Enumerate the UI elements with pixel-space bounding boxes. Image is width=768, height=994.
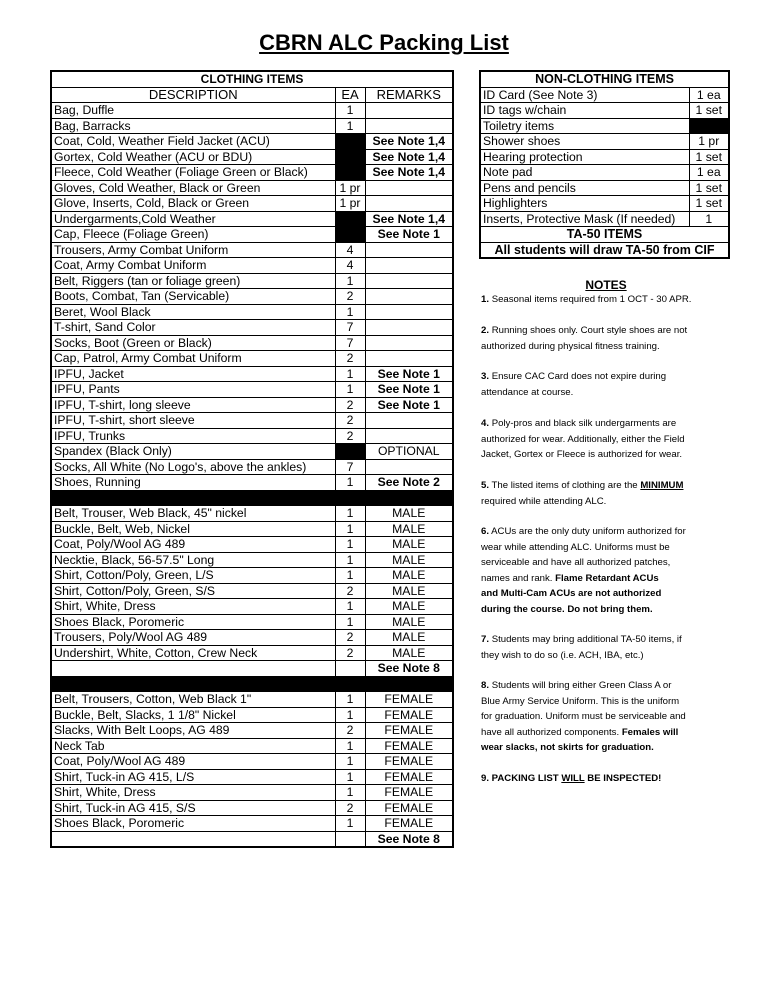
table-row [480,196,729,212]
note-text: Ensure CAC Card does not expire during [491,371,667,382]
section-divider [51,490,453,506]
table-row [51,614,453,630]
note-number: 5. [481,480,490,491]
item-remarks [365,289,453,305]
item-quantity [689,118,729,134]
item-description: Necktie, Black, 56-57.5" Long [51,552,335,568]
item-quantity: 1 ea [689,87,729,103]
item-remarks [365,180,453,196]
table-row [51,769,453,785]
note-8 [481,678,731,756]
item-description [51,661,335,677]
table-row [51,444,453,460]
item-description: Boots, Combat, Tan (Servicable) [51,289,335,305]
item-description: Shirt, Cotton/Poly, Green, S/S [51,583,335,599]
item-description: ID tags w/chain [480,103,689,119]
item-description: Spandex (Black Only) [51,444,335,460]
table-row [51,754,453,770]
item-description: IPFU, Trunks [51,428,335,444]
item-remarks [365,242,453,258]
item-remarks: See Note 1 [365,227,453,243]
item-remarks [365,273,453,289]
item-quantity: 1 set [689,180,729,196]
table-row [51,521,453,537]
table-row [51,227,453,243]
item-quantity: 1 [335,552,365,568]
column-header-row [51,87,453,103]
item-remarks [365,196,453,212]
item-description: Trousers, Army Combat Uniform [51,242,335,258]
ta50-note-row [480,242,729,258]
item-quantity: 2 [335,800,365,816]
table-row [51,800,453,816]
item-remarks: MALE [365,552,453,568]
table-row [51,583,453,599]
table-row [480,211,729,227]
table-row [51,258,453,274]
table-row [51,397,453,413]
item-description: Hearing protection [480,149,689,165]
item-remarks: FEMALE [365,769,453,785]
item-description: IPFU, Jacket [51,366,335,382]
note-emphasis: during the course. Do not bring them. [481,603,653,615]
clothing-items-header: CLOTHING ITEMS [51,71,453,87]
note-text: Students will bring either Green Class A or [491,680,672,691]
item-description: Inserts, Protective Mask (If needed) [480,211,689,227]
item-description: Neck Tab [51,738,335,754]
table-row [51,366,453,382]
item-description: Beret, Wool Black [51,304,335,320]
item-description: Coat, Army Combat Uniform [51,258,335,274]
item-quantity: 1 [335,769,365,785]
table-row [51,351,453,367]
item-quantity: 1 [335,738,365,754]
page-title: CBRN ALC Packing List [259,30,509,55]
item-quantity: 1 [335,614,365,630]
section-divider [51,676,453,692]
item-remarks: See Note 1,4 [365,165,453,181]
item-quantity: 1 pr [335,196,365,212]
item-description: Belt, Riggers (tan or foliage green) [51,273,335,289]
item-quantity: 2 [335,583,365,599]
note-number: 7. [481,634,490,645]
note-text: 9. PACKING LIST [481,773,559,784]
description-column-header: DESCRIPTION [51,87,335,103]
item-description: Undergarments,Cold Weather [51,211,335,227]
item-description: Cap, Patrol, Army Combat Uniform [51,351,335,367]
item-remarks: See Note 1,4 [365,149,453,165]
non-clothing-items-table [479,70,730,259]
item-description: Shirt, Tuck-in AG 415, S/S [51,800,335,816]
item-description: Shoes Black, Poromeric [51,816,335,832]
note-text: The listed items of clothing are the [491,480,638,491]
item-description: Highlighters [480,196,689,212]
item-remarks: See Note 1 [365,382,453,398]
item-description: Note pad [480,165,689,181]
item-quantity: 4 [335,242,365,258]
item-quantity: 4 [335,258,365,274]
item-quantity [335,444,365,460]
item-quantity: 2 [335,428,365,444]
item-remarks: MALE [365,568,453,584]
remarks-column-header: REMARKS [365,87,453,103]
item-remarks: See Note 1,4 [365,134,453,150]
item-remarks: FEMALE [365,723,453,739]
item-quantity: 1 [335,537,365,553]
item-description: T-shirt, Sand Color [51,320,335,336]
item-description: Socks, All White (No Logo's, above the ankles) [51,459,335,475]
item-remarks: FEMALE [365,816,453,832]
item-remarks: FEMALE [365,800,453,816]
note-emphasis: MINIMUM [640,480,684,491]
note-5 [481,478,731,509]
note-9 [481,771,731,787]
item-description: Shirt, White, Dress [51,785,335,801]
item-remarks: See Note 1 [365,397,453,413]
note-text: have all authorized components. [481,726,620,738]
note-number: 4. [481,418,490,429]
item-quantity: 1 [335,785,365,801]
item-quantity: 1 [335,118,365,134]
item-remarks: OPTIONAL [365,444,453,460]
item-description: Gloves, Cold Weather, Black or Green [51,180,335,196]
item-description: Buckle, Belt, Slacks, 1 1/8" Nickel [51,707,335,723]
item-remarks: MALE [365,521,453,537]
item-description: IPFU, T-shirt, short sleeve [51,413,335,429]
item-remarks: See Note 1 [365,366,453,382]
item-description: Belt, Trousers, Cotton, Web Black 1" [51,692,335,708]
table-row [51,103,453,119]
note-text: required while attending ALC. [481,495,607,507]
note-emphasis: Flame Retardant ACUs [555,572,659,584]
item-description [51,831,335,847]
item-remarks: See Note 8 [365,661,453,677]
item-quantity: 1 [335,754,365,770]
item-quantity: 2 [335,645,365,661]
item-quantity: 2 [335,289,365,305]
table-row [51,273,453,289]
note-2 [481,323,731,354]
item-quantity [335,831,365,847]
item-quantity [335,165,365,181]
table-row [51,413,453,429]
table-row [51,459,453,475]
item-remarks: See Note 1,4 [365,211,453,227]
item-quantity: 2 [335,397,365,413]
section-divider-bar [51,676,453,692]
table-row [51,118,453,134]
item-quantity: 1 set [689,196,729,212]
item-remarks: FEMALE [365,692,453,708]
item-quantity: 1 [335,707,365,723]
item-quantity [335,661,365,677]
table-row [51,196,453,212]
item-description: Fleece, Cold Weather (Foliage Green or Black) [51,165,335,181]
table-row [51,568,453,584]
note-text: BE INSPECTED! [587,773,662,784]
table-row [51,661,453,677]
table-row [51,738,453,754]
item-quantity: 2 [335,413,365,429]
item-description: Shoes, Running [51,475,335,491]
note-3 [481,369,731,400]
note-7 [481,632,731,663]
item-remarks: MALE [365,614,453,630]
note-emphasis: wear slacks, not skirts for graduation. [481,742,654,753]
table-row [51,692,453,708]
table-row [480,103,729,119]
item-quantity: 1 set [689,103,729,119]
item-description: Pens and pencils [480,180,689,196]
item-quantity: 2 [335,723,365,739]
note-number: 8. [481,680,490,691]
table-row [51,630,453,646]
note-number: 3. [481,371,490,382]
table-row [51,816,453,832]
item-description: Shoes Black, Poromeric [51,614,335,630]
note-emphasis: Females will [621,726,679,738]
note-text: Seasonal items required from 1 OCT - 30 APR. [491,294,692,305]
item-quantity [335,134,365,150]
item-quantity [335,149,365,165]
table-row [51,134,453,150]
item-remarks: FEMALE [365,738,453,754]
note-emphasis: and Multi-Cam ACUs are not authorized [481,588,662,599]
note-4 [481,416,731,463]
item-description: Undershirt, White, Cotton, Crew Neck [51,645,335,661]
item-remarks [365,351,453,367]
item-description: Coat, Poly/Wool AG 489 [51,537,335,553]
item-description: IPFU, T-shirt, long sleeve [51,397,335,413]
note-text: authorized during physical fitness training. [481,340,660,352]
note-number: 6. [481,526,490,537]
item-quantity: 1 [335,599,365,615]
table-row [480,118,729,134]
note-text: Students may bring additional TA-50 items, if [491,634,682,645]
item-description: IPFU, Pants [51,382,335,398]
table-row [51,289,453,305]
table-row [480,134,729,150]
note-text: Jacket, Gortex or Fleece is authorized for wear. [481,449,683,460]
table-row [51,320,453,336]
ta50-items-header: TA-50 ITEMS [480,227,729,243]
item-quantity: 1 [335,304,365,320]
item-description: Buckle, Belt, Web, Nickel [51,521,335,537]
note-text: Poly-pros and black silk undergarments are [491,418,677,429]
table-row [51,785,453,801]
item-remarks: MALE [365,645,453,661]
item-remarks [365,304,453,320]
table-row [51,149,453,165]
table-row [51,180,453,196]
item-quantity: 1 pr [689,134,729,150]
item-quantity: 1 [335,568,365,584]
item-remarks: FEMALE [365,754,453,770]
note-1 [481,292,731,308]
item-remarks [365,258,453,274]
item-description: ID Card (See Note 3) [480,87,689,103]
table-row [51,599,453,615]
notes-title: NOTES [585,278,627,292]
item-description: Glove, Inserts, Cold, Black or Green [51,196,335,212]
item-quantity: 1 set [689,149,729,165]
item-remarks: FEMALE [365,707,453,723]
note-6 [481,524,731,617]
item-remarks: See Note 8 [365,831,453,847]
note-emphasis: WILL [561,773,585,784]
item-description: Belt, Trouser, Web Black, 45" nickel [51,506,335,522]
table-row [51,831,453,847]
item-description: Slacks, With Belt Loops, AG 489 [51,723,335,739]
item-description: Shower shoes [480,134,689,150]
item-description: Bag, Duffle [51,103,335,119]
item-quantity [335,227,365,243]
item-quantity: 7 [335,459,365,475]
note-number: 2. [481,325,490,336]
item-remarks: FEMALE [365,785,453,801]
item-quantity: 1 [335,273,365,289]
item-description: Shirt, Tuck-in AG 415, L/S [51,769,335,785]
note-text: they wish to do so (i.e. ACH, IBA, etc.) [481,649,644,661]
item-remarks: MALE [365,599,453,615]
item-remarks: MALE [365,630,453,646]
item-description: Cap, Fleece (Foliage Green) [51,227,335,243]
notes-section [481,278,731,784]
table-row [51,304,453,320]
item-description: Shirt, Cotton/Poly, Green, L/S [51,568,335,584]
table-row [480,87,729,103]
ta50-note: All students will draw TA-50 from CIF [480,242,729,258]
item-quantity: 1 pr [335,180,365,196]
item-quantity: 1 [335,382,365,398]
clothing-header-row [51,71,453,87]
item-quantity [335,211,365,227]
item-description: Gortex, Cold Weather (ACU or BDU) [51,149,335,165]
item-remarks [365,118,453,134]
item-remarks: MALE [365,583,453,599]
table-row [51,211,453,227]
note-text: Blue Army Service Uniform. This is the uniform [481,695,680,707]
note-number: 1. [481,294,490,305]
item-description: Shirt, White, Dress [51,599,335,615]
non-clothing-header-row [480,71,729,87]
item-remarks [365,335,453,351]
item-quantity: 1 [335,103,365,119]
item-quantity: 7 [335,320,365,336]
item-remarks: MALE [365,506,453,522]
item-quantity: 1 [335,816,365,832]
ta50-items-header-row [480,227,729,243]
clothing-items-table [50,70,454,848]
item-quantity: 1 [335,521,365,537]
item-quantity: 1 [335,506,365,522]
non-clothing-items-header: NON-CLOTHING ITEMS [480,71,729,87]
item-quantity: 1 [335,475,365,491]
ea-column-header: EA [335,87,365,103]
item-description: Trousers, Poly/Wool AG 489 [51,630,335,646]
item-remarks [365,413,453,429]
table-row [51,707,453,723]
item-description: Coat, Poly/Wool AG 489 [51,754,335,770]
note-text: authorized for wear. Additionally, either the Field [481,433,685,445]
item-remarks [365,103,453,119]
section-divider-bar [51,490,453,506]
item-remarks [365,320,453,336]
item-quantity: 7 [335,335,365,351]
item-description: Bag, Barracks [51,118,335,134]
item-quantity: 2 [335,351,365,367]
table-row [51,475,453,491]
item-remarks [365,428,453,444]
table-row [480,180,729,196]
item-remarks: See Note 2 [365,475,453,491]
item-quantity: 1 ea [689,165,729,181]
table-row [51,242,453,258]
item-description: Coat, Cold, Weather Field Jacket (ACU) [51,134,335,150]
note-text: attendance at course. [481,386,574,398]
table-row [51,645,453,661]
item-remarks: MALE [365,537,453,553]
table-row [51,552,453,568]
item-description: Toiletry items [480,118,689,134]
table-row [51,506,453,522]
item-description: Socks, Boot (Green or Black) [51,335,335,351]
table-row [51,723,453,739]
note-text: wear while attending ALC. Uniforms must be [481,541,670,553]
note-text: serviceable and have all authorized patches, [481,557,671,568]
note-text: ACUs are the only duty uniform authorized for [491,526,686,537]
item-quantity: 1 [689,211,729,227]
table-row [480,149,729,165]
note-text: for graduation. Uniform must be serviceable and [481,711,686,722]
table-row [51,165,453,181]
table-row [51,537,453,553]
table-row [51,428,453,444]
table-row [51,382,453,398]
item-quantity: 2 [335,630,365,646]
item-quantity: 1 [335,692,365,708]
table-row [480,165,729,181]
note-text: Running shoes only. Court style shoes are not [491,325,688,336]
table-row [51,335,453,351]
item-remarks [365,459,453,475]
item-quantity: 1 [335,366,365,382]
note-text: names and rank. [481,572,553,584]
